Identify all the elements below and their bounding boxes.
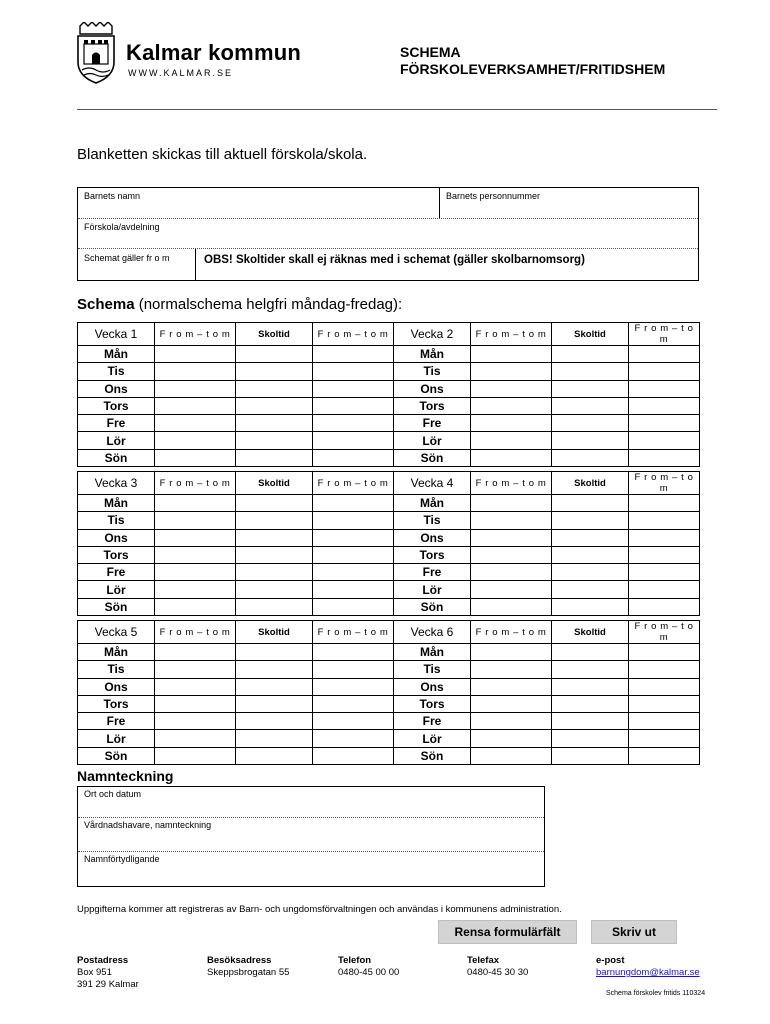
from-to-field[interactable]	[313, 529, 394, 546]
from-to-header: F r o m – t o m	[313, 621, 394, 644]
from-to-field[interactable]	[629, 546, 700, 563]
from-to-field[interactable]	[629, 529, 700, 546]
school-time-field[interactable]	[236, 678, 313, 695]
from-to-field[interactable]	[313, 512, 394, 529]
clarification-label: Namnförtydligande	[84, 854, 160, 864]
day-label: Lör	[394, 581, 471, 598]
org-name: Kalmar kommun	[126, 40, 301, 65]
school-time-field[interactable]	[552, 564, 629, 581]
school-time-field[interactable]	[236, 661, 313, 678]
from-to-field[interactable]	[471, 529, 552, 546]
preschool-label: Förskola/avdelning	[84, 222, 160, 232]
from-to-field[interactable]	[313, 661, 394, 678]
preschool-row	[78, 219, 698, 249]
week-label: Vecka 4	[394, 472, 471, 495]
week-label: Vecka 3	[78, 472, 155, 495]
day-label: Ons	[394, 678, 471, 695]
guardian-label: Vårdnadshavare, namnteckning	[84, 820, 212, 830]
from-to-field[interactable]	[313, 432, 394, 449]
school-time-field[interactable]	[236, 564, 313, 581]
day-label: Ons	[78, 678, 155, 695]
school-time-field[interactable]	[552, 363, 629, 380]
from-to-field[interactable]	[155, 598, 236, 615]
from-to-field[interactable]	[155, 581, 236, 598]
school-time-field[interactable]	[236, 546, 313, 563]
org-url: WWW.KALMAR.SE	[128, 68, 234, 78]
school-time-field[interactable]	[552, 581, 629, 598]
school-time-header: Skoltid	[236, 323, 313, 346]
school-time-field[interactable]	[236, 598, 313, 615]
child-row-divider	[439, 188, 440, 218]
day-row	[78, 529, 700, 546]
day-label: Tis	[394, 661, 471, 678]
form-title	[400, 44, 665, 78]
from-to-field[interactable]	[155, 512, 236, 529]
day-row	[78, 644, 700, 661]
clarification-row	[78, 852, 544, 887]
from-to-field[interactable]	[313, 644, 394, 661]
from-to-field[interactable]	[471, 713, 552, 730]
from-to-field[interactable]	[313, 713, 394, 730]
postal-heading: Postadress	[77, 955, 129, 966]
from-to-field[interactable]	[629, 397, 700, 414]
week-label: Vecka 2	[394, 323, 471, 346]
day-label: Sön	[78, 747, 155, 764]
phone-heading: Telefon	[338, 955, 372, 966]
school-time-field[interactable]	[552, 512, 629, 529]
from-to-field[interactable]	[471, 598, 552, 615]
school-time-field[interactable]	[236, 512, 313, 529]
place-date-row	[78, 787, 544, 818]
school-time-field[interactable]	[236, 397, 313, 414]
from-to-field[interactable]	[313, 564, 394, 581]
school-time-field[interactable]	[552, 598, 629, 615]
day-label: Mån	[78, 495, 155, 512]
schema-heading	[77, 296, 402, 313]
valid-from-divider	[195, 249, 196, 281]
from-to-field[interactable]	[155, 695, 236, 712]
day-label: Mån	[394, 495, 471, 512]
from-to-field[interactable]	[471, 397, 552, 414]
day-label: Ons	[394, 529, 471, 546]
guardian-field[interactable]	[84, 832, 540, 850]
from-to-field[interactable]	[629, 730, 700, 747]
day-row	[78, 432, 700, 449]
footer-visit	[207, 955, 289, 979]
day-label: Tors	[394, 546, 471, 563]
from-to-field[interactable]	[155, 529, 236, 546]
school-time-field[interactable]	[552, 661, 629, 678]
from-to-field[interactable]	[629, 432, 700, 449]
from-to-field[interactable]	[629, 661, 700, 678]
from-to-field[interactable]	[471, 564, 552, 581]
week-table	[77, 620, 700, 765]
clear-form-button[interactable]: Rensa formulärfält	[438, 920, 577, 944]
from-to-field[interactable]	[629, 695, 700, 712]
from-to-field[interactable]	[313, 581, 394, 598]
from-to-field[interactable]	[471, 747, 552, 764]
day-label: Tis	[394, 363, 471, 380]
day-row	[78, 730, 700, 747]
school-time-field[interactable]	[236, 713, 313, 730]
school-time-field[interactable]	[552, 695, 629, 712]
school-time-field[interactable]	[552, 415, 629, 432]
school-time-field[interactable]	[552, 346, 629, 363]
day-label: Lör	[78, 730, 155, 747]
footer-postal	[77, 955, 139, 991]
visit-heading: Besöksadress	[207, 955, 272, 966]
from-to-field[interactable]	[629, 564, 700, 581]
from-to-field[interactable]	[629, 363, 700, 380]
print-button[interactable]: Skriv ut	[591, 920, 677, 944]
from-to-field[interactable]	[629, 495, 700, 512]
from-to-field[interactable]	[155, 346, 236, 363]
week-table	[77, 322, 700, 467]
child-id-field[interactable]	[446, 200, 694, 217]
from-to-field[interactable]	[313, 695, 394, 712]
school-time-field[interactable]	[236, 529, 313, 546]
obs-note: OBS! Skoltider skall ej räknas med i schemat (gäller skolbarnomsorg)	[204, 254, 585, 266]
school-time-field[interactable]	[236, 495, 313, 512]
from-to-field[interactable]	[313, 346, 394, 363]
from-to-header: F r o m – t o m	[155, 472, 236, 495]
footer-email	[596, 955, 700, 979]
day-label: Fre	[394, 415, 471, 432]
from-to-field[interactable]	[471, 730, 552, 747]
from-to-header: F r o m – t o m	[629, 472, 700, 495]
child-row	[78, 188, 698, 219]
clarification-field[interactable]	[84, 866, 540, 884]
signature-box	[77, 786, 545, 887]
day-label: Sön	[394, 449, 471, 466]
preschool-field[interactable]	[84, 231, 694, 247]
day-label: Sön	[394, 747, 471, 764]
child-name-label: Barnets namn	[84, 191, 141, 201]
day-label: Tis	[78, 512, 155, 529]
day-label: Fre	[394, 713, 471, 730]
from-to-header: F r o m – t o m	[471, 472, 552, 495]
postal-line1: Box 951	[77, 967, 112, 978]
from-to-field[interactable]	[471, 363, 552, 380]
day-row	[78, 695, 700, 712]
guardian-row	[78, 818, 544, 852]
day-row	[78, 346, 700, 363]
day-label: Mån	[394, 346, 471, 363]
visit-line1: Skeppsbrogatan 55	[207, 967, 290, 978]
day-row	[78, 363, 700, 380]
registration-note: Uppgifterna kommer att registreras av Barn- och ungdomsförvaltningen och användas i kommunens administration.	[77, 904, 562, 915]
day-label: Tors	[78, 546, 155, 563]
from-to-field[interactable]	[471, 695, 552, 712]
from-to-field[interactable]	[155, 397, 236, 414]
school-time-field[interactable]	[236, 644, 313, 661]
signature-heading: Namnteckning	[77, 768, 174, 784]
day-label: Ons	[78, 529, 155, 546]
place-date-field[interactable]	[84, 799, 540, 816]
day-label: Sön	[78, 598, 155, 615]
form-title-line1: SCHEMA	[400, 44, 461, 60]
from-to-field[interactable]	[629, 346, 700, 363]
day-label: Tors	[394, 695, 471, 712]
from-to-field[interactable]	[155, 661, 236, 678]
school-time-field[interactable]	[236, 363, 313, 380]
child-id-label: Barnets personnummer	[446, 191, 541, 201]
school-time-header: Skoltid	[552, 472, 629, 495]
from-to-field[interactable]	[313, 363, 394, 380]
school-time-field[interactable]	[552, 495, 629, 512]
day-row	[78, 661, 700, 678]
week-label: Vecka 6	[394, 621, 471, 644]
school-time-field[interactable]	[552, 713, 629, 730]
from-to-field[interactable]	[155, 380, 236, 397]
from-to-field[interactable]	[471, 644, 552, 661]
from-to-header: F r o m – t o m	[155, 621, 236, 644]
from-to-field[interactable]	[313, 449, 394, 466]
from-to-field[interactable]	[471, 415, 552, 432]
from-to-field[interactable]	[629, 678, 700, 695]
day-row	[78, 678, 700, 695]
from-to-field[interactable]	[155, 432, 236, 449]
day-label: Ons	[394, 380, 471, 397]
from-to-field[interactable]	[471, 678, 552, 695]
schema-heading-rest: (normalschema helgfri måndag-fredag):	[134, 296, 403, 313]
day-row	[78, 598, 700, 615]
valid-from-field[interactable]	[84, 265, 192, 279]
from-to-field[interactable]	[313, 598, 394, 615]
from-to-field[interactable]	[471, 449, 552, 466]
from-to-field[interactable]	[155, 363, 236, 380]
child-info-box	[77, 187, 699, 281]
week-header-row	[78, 472, 700, 495]
from-to-field[interactable]	[313, 730, 394, 747]
from-to-field[interactable]	[155, 449, 236, 466]
school-time-header: Skoltid	[236, 621, 313, 644]
from-to-header: F r o m – t o m	[313, 472, 394, 495]
day-row	[78, 449, 700, 466]
form-code: Schema förskolev fritids 110324	[606, 990, 706, 997]
kalmar-logo	[74, 22, 334, 84]
from-to-field[interactable]	[313, 546, 394, 563]
day-label: Tors	[78, 695, 155, 712]
from-to-header: F r o m – t o m	[471, 621, 552, 644]
from-to-field[interactable]	[471, 346, 552, 363]
school-time-field[interactable]	[552, 380, 629, 397]
phone-value: 0480-45 00 00	[338, 967, 400, 978]
place-date-label: Ort och datum	[84, 789, 142, 799]
school-time-field[interactable]	[236, 346, 313, 363]
form-title-line2: FÖRSKOLEVERKSAMHET/FRITIDSHEM	[400, 61, 666, 77]
fax-value: 0480-45 30 30	[467, 967, 529, 978]
from-to-field[interactable]	[629, 747, 700, 764]
from-to-field[interactable]	[155, 730, 236, 747]
school-time-field[interactable]	[552, 644, 629, 661]
from-to-field[interactable]	[313, 380, 394, 397]
from-to-field[interactable]	[155, 415, 236, 432]
school-time-field[interactable]	[236, 449, 313, 466]
valid-from-label: Schemat gäller fr o m	[84, 253, 170, 263]
week-label: Vecka 5	[78, 621, 155, 644]
school-time-field[interactable]	[236, 730, 313, 747]
day-row	[78, 397, 700, 414]
from-to-field[interactable]	[155, 713, 236, 730]
school-time-field[interactable]	[552, 449, 629, 466]
from-to-field[interactable]	[471, 495, 552, 512]
from-to-field[interactable]	[313, 495, 394, 512]
from-to-field[interactable]	[629, 415, 700, 432]
from-to-field[interactable]	[471, 380, 552, 397]
from-to-field[interactable]	[155, 644, 236, 661]
school-time-field[interactable]	[236, 415, 313, 432]
from-to-field[interactable]	[471, 432, 552, 449]
day-row	[78, 713, 700, 730]
from-to-field[interactable]	[471, 661, 552, 678]
from-to-field[interactable]	[155, 564, 236, 581]
from-to-field[interactable]	[629, 380, 700, 397]
from-to-field[interactable]	[155, 747, 236, 764]
child-name-field[interactable]	[84, 200, 433, 217]
from-to-header: F r o m – t o m	[471, 323, 552, 346]
day-label: Lör	[78, 432, 155, 449]
from-to-field[interactable]	[629, 598, 700, 615]
day-label: Tors	[394, 397, 471, 414]
day-label: Mån	[78, 644, 155, 661]
school-time-field[interactable]	[236, 695, 313, 712]
from-to-field[interactable]	[471, 546, 552, 563]
from-to-field[interactable]	[155, 546, 236, 563]
school-time-field[interactable]	[552, 546, 629, 563]
day-row	[78, 380, 700, 397]
footer-phone	[338, 955, 399, 979]
day-label: Fre	[78, 713, 155, 730]
footer-fax	[467, 955, 528, 979]
day-label: Tis	[394, 512, 471, 529]
send-note: Blanketten skickas till aktuell förskola/skola.	[77, 146, 368, 163]
from-to-header: F r o m – t o m	[313, 323, 394, 346]
day-label: Tis	[78, 661, 155, 678]
from-to-field[interactable]	[471, 581, 552, 598]
from-to-field[interactable]	[155, 495, 236, 512]
from-to-header: F r o m – t o m	[629, 621, 700, 644]
school-time-field[interactable]	[552, 397, 629, 414]
day-label: Ons	[78, 380, 155, 397]
from-to-field[interactable]	[629, 581, 700, 598]
from-to-field[interactable]	[629, 512, 700, 529]
day-label: Tis	[78, 363, 155, 380]
day-label: Fre	[78, 415, 155, 432]
school-time-header: Skoltid	[552, 323, 629, 346]
day-row	[78, 546, 700, 563]
school-time-header: Skoltid	[236, 472, 313, 495]
school-time-field[interactable]	[552, 432, 629, 449]
day-label: Fre	[78, 564, 155, 581]
school-time-field[interactable]	[236, 581, 313, 598]
school-time-header: Skoltid	[552, 621, 629, 644]
from-to-field[interactable]	[629, 713, 700, 730]
school-time-field[interactable]	[552, 730, 629, 747]
from-to-field[interactable]	[313, 397, 394, 414]
from-to-field[interactable]	[155, 678, 236, 695]
day-label: Sön	[78, 449, 155, 466]
day-row	[78, 512, 700, 529]
day-label: Mån	[394, 644, 471, 661]
from-to-field[interactable]	[313, 678, 394, 695]
day-label: Lör	[394, 730, 471, 747]
from-to-header: F r o m – t o m	[155, 323, 236, 346]
school-time-field[interactable]	[552, 529, 629, 546]
from-to-field[interactable]	[629, 449, 700, 466]
email-link[interactable]: barnungdom@kalmar.se	[596, 967, 700, 978]
day-row	[78, 495, 700, 512]
email-heading: e-post	[596, 955, 625, 966]
day-label: Mån	[78, 346, 155, 363]
header-divider	[77, 109, 717, 110]
from-to-field[interactable]	[313, 747, 394, 764]
week-table	[77, 471, 700, 616]
week-label: Vecka 1	[78, 323, 155, 346]
day-row	[78, 415, 700, 432]
day-row	[78, 564, 700, 581]
week-header-row	[78, 621, 700, 644]
school-time-field[interactable]	[236, 380, 313, 397]
valid-from-row	[78, 249, 698, 281]
day-label: Lör	[394, 432, 471, 449]
day-row	[78, 747, 700, 764]
school-time-field[interactable]	[552, 678, 629, 695]
from-to-field[interactable]	[629, 644, 700, 661]
from-to-header: F r o m – t o m	[629, 323, 700, 346]
day-row	[78, 581, 700, 598]
day-label: Tors	[78, 397, 155, 414]
school-time-field[interactable]	[236, 747, 313, 764]
day-label: Lör	[78, 581, 155, 598]
week-header-row	[78, 323, 700, 346]
school-time-field[interactable]	[236, 432, 313, 449]
schema-heading-bold: Schema	[77, 296, 135, 313]
school-time-field[interactable]	[552, 747, 629, 764]
postal-line2: 391 29 Kalmar	[77, 979, 139, 990]
from-to-field[interactable]	[313, 415, 394, 432]
day-label: Sön	[394, 598, 471, 615]
fax-heading: Telefax	[467, 955, 500, 966]
kalmar-coat-of-arms-icon	[74, 22, 118, 84]
day-label: Fre	[394, 564, 471, 581]
from-to-field[interactable]	[471, 512, 552, 529]
